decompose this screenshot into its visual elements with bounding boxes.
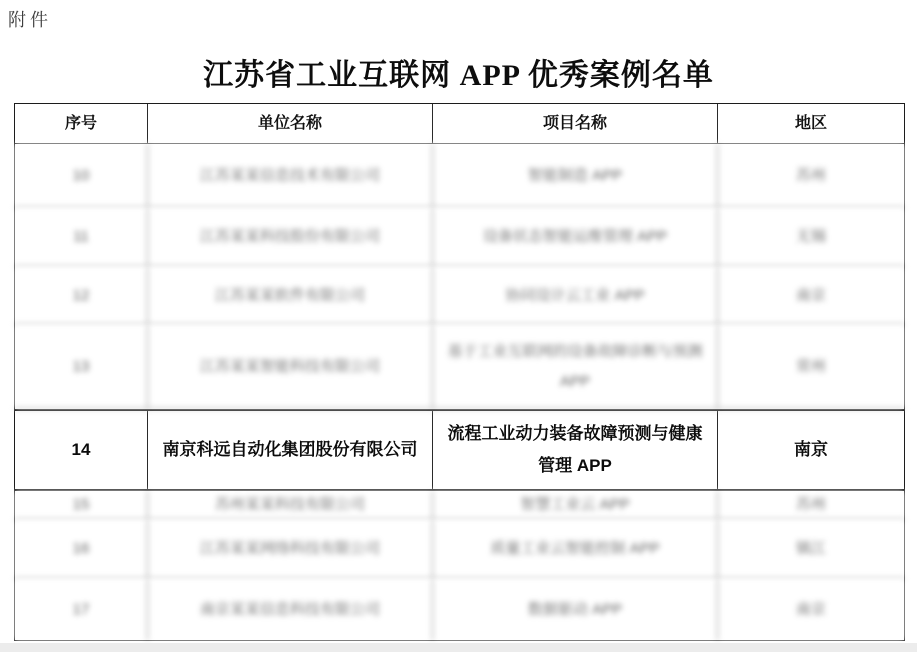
- table-row: [15, 267, 904, 325]
- region-cell: 南京: [795, 600, 826, 618]
- serial-cell: 12: [15, 267, 148, 324]
- region-cell: 南京: [794, 440, 828, 459]
- project-cell: 基于工业互联网的设备故障诊断与预测 APP: [433, 325, 718, 408]
- project-cell: 智能制造 APP: [433, 144, 718, 207]
- project-cell: 质量工业云智能控制 APP: [433, 520, 718, 578]
- table-row: [15, 409, 904, 491]
- cases-table: [14, 103, 905, 641]
- region-cell: 苏州: [795, 496, 826, 513]
- attachment-label: 附件: [8, 10, 52, 30]
- table-row: [15, 144, 904, 208]
- page-title: 江苏省工业互联网 APP 优秀案例名单: [203, 59, 714, 92]
- serial-cell: 13: [15, 325, 148, 408]
- company-cell: 南京某某信息科技有限公司: [148, 579, 433, 640]
- project-cell: 流程工业动力装备故障预测与健康管理 APP: [433, 411, 718, 489]
- header-company: 单位名称: [148, 104, 433, 143]
- bottom-strip: [0, 643, 917, 652]
- company-cell: 江苏某某科技股份有限公司: [148, 208, 433, 266]
- region-cell: 无锡: [795, 228, 826, 245]
- serial-cell: 14: [15, 411, 148, 489]
- project-cell: 协同设计云工业 APP: [433, 267, 718, 324]
- company-cell: 江苏某某信息技术有限公司: [148, 144, 433, 207]
- project-cell: 智慧工业云 APP: [433, 491, 718, 519]
- table-row: [15, 325, 904, 409]
- region-cell: 南京: [795, 286, 826, 304]
- serial-cell: 10: [15, 144, 148, 207]
- region-cell: 苏州: [795, 166, 826, 184]
- company-cell: 江苏某某网络科技有限公司: [148, 520, 433, 578]
- region-cell: 镇江: [795, 540, 826, 557]
- company-cell: 南京科远自动化集团股份有限公司: [148, 411, 433, 489]
- table-header-row: [15, 104, 904, 144]
- region-cell: 常州: [795, 357, 826, 375]
- project-cell: 设备状态智能运维管理 APP: [433, 208, 718, 266]
- table-row: [15, 491, 904, 520]
- header-region: 地区: [794, 114, 827, 132]
- header-project: 项目名称: [433, 104, 718, 143]
- company-cell: 苏州某某科技有限公司: [148, 491, 433, 519]
- serial-cell: 15: [15, 491, 148, 519]
- header-serial: 序号: [15, 104, 148, 143]
- table-row: [15, 520, 904, 579]
- company-cell: 江苏某某软件有限公司: [148, 267, 433, 324]
- serial-cell: 16: [15, 520, 148, 578]
- company-cell: 江苏某某智能科技有限公司: [148, 325, 433, 408]
- serial-cell: 17: [15, 579, 148, 640]
- table-body: [15, 144, 904, 640]
- serial-cell: 11: [15, 208, 148, 266]
- project-cell: 数据驱动 APP: [433, 579, 718, 640]
- table-row: [15, 208, 904, 267]
- table-row: [15, 579, 904, 640]
